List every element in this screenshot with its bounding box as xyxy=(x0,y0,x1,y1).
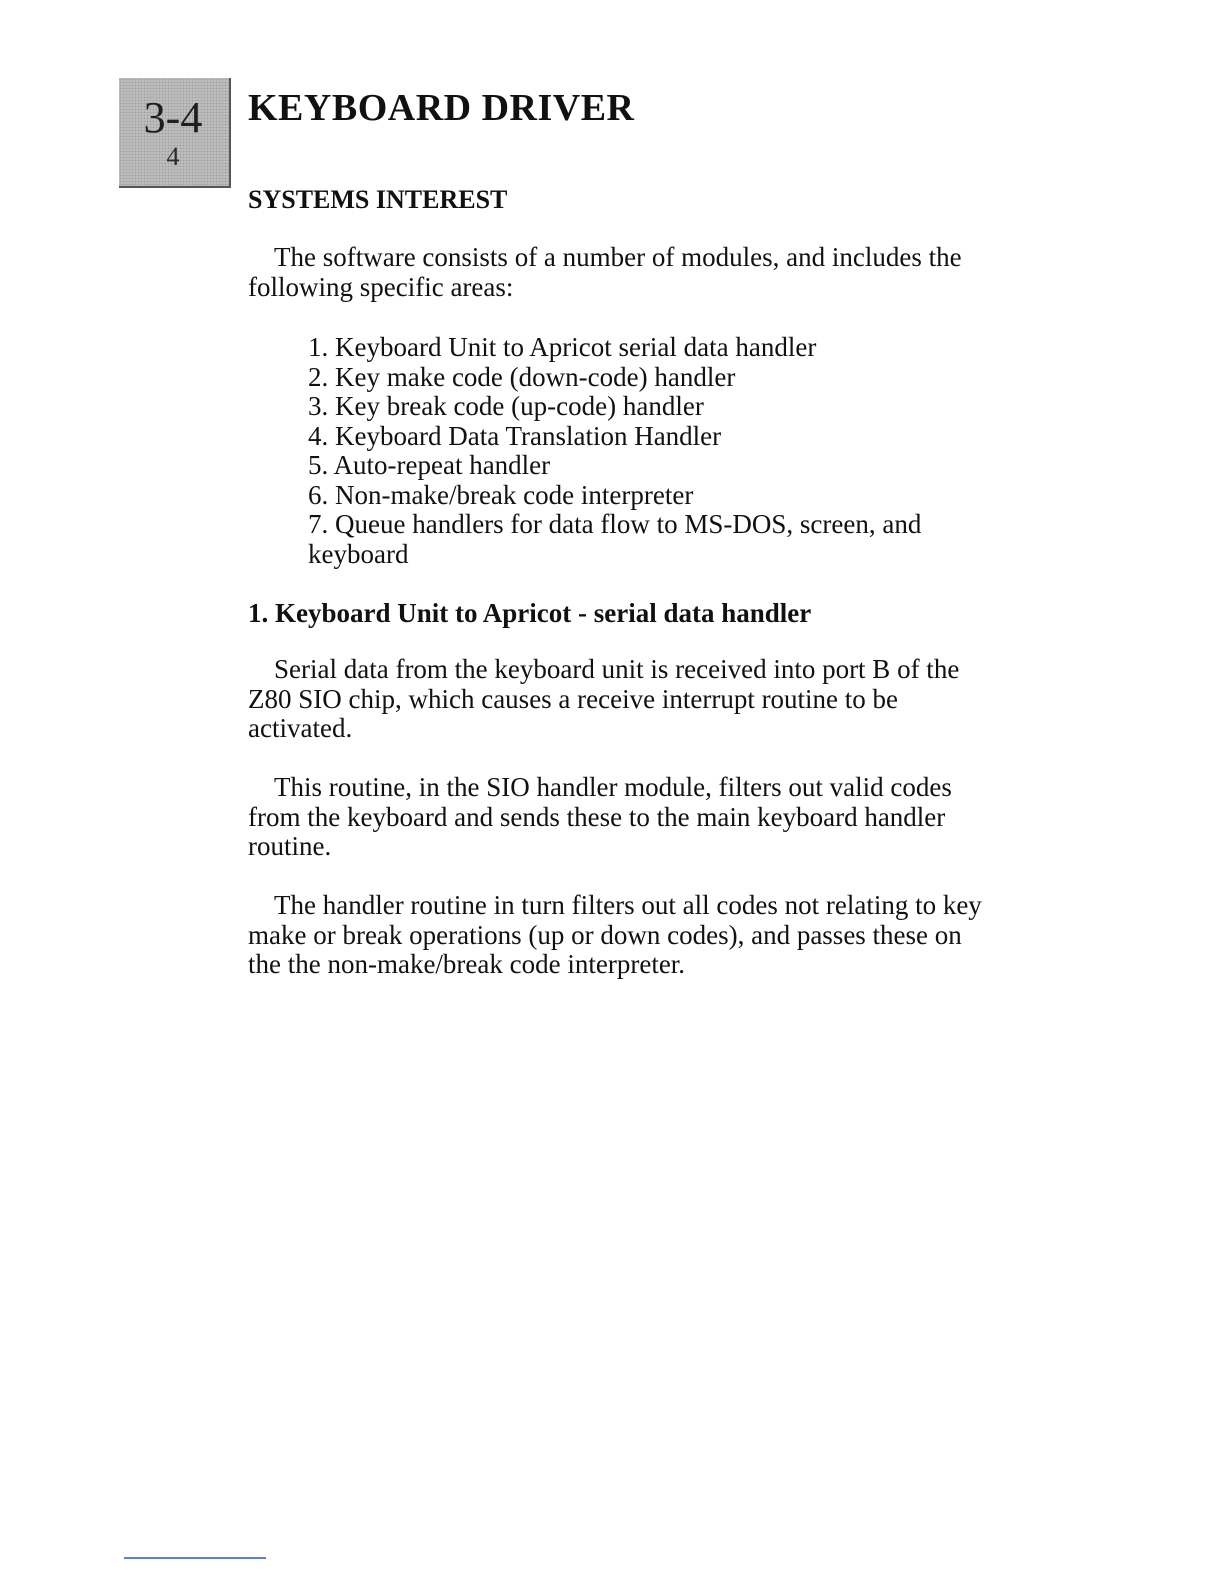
list-item: 3. Key break code (up-code) handler xyxy=(308,391,704,421)
areas-list xyxy=(308,333,988,569)
section-1-paragraph-1 xyxy=(248,655,978,744)
paragraph-text: Serial data from the keyboard unit is received into port B of the Z80 SIO chip, which causes a receive interrupt routine to be activated. xyxy=(248,654,960,743)
section-tab xyxy=(119,78,231,188)
section-page-number: 4 xyxy=(166,142,180,171)
subhead-systems-interest: SYSTEMS INTEREST xyxy=(248,185,508,214)
paragraph-text: This routine, in the SIO handler module, filters out valid codes from the keyboard and sends these to the main keyboard handler routine. xyxy=(248,772,952,861)
section-number: 3-4 xyxy=(143,93,203,142)
intro-paragraph xyxy=(248,243,1008,302)
section-1-paragraph-3 xyxy=(248,891,998,980)
list-item: 4. Keyboard Data Translation Handler xyxy=(308,420,722,451)
list-item: 2. Key make code (down-code) handler xyxy=(308,361,736,392)
section-1-paragraph-2 xyxy=(248,773,983,862)
list-item: 7. Queue handlers for data flow to MS-DOS, screen, and keyboard xyxy=(308,509,922,569)
footer-rule xyxy=(124,1557,266,1559)
paragraph-text: The handler routine in turn filters out all codes not relating to key make or break operations (up or down codes), and passes these on the the non-make/break code interpreter. xyxy=(248,890,982,979)
list-item: 6. Non-make/break code interpreter xyxy=(308,479,694,510)
section-1-heading: 1. Keyboard Unit to Apricot - serial data handler xyxy=(248,598,812,628)
page-title: KEYBOARD DRIVER xyxy=(248,87,635,129)
list-item: 1. Keyboard Unit to Apricot serial data handler xyxy=(308,332,817,362)
intro-text: The software consists of a number of modules, and includes the following specific areas: xyxy=(248,242,962,302)
list-item: 5. Auto-repeat handler xyxy=(308,450,551,480)
